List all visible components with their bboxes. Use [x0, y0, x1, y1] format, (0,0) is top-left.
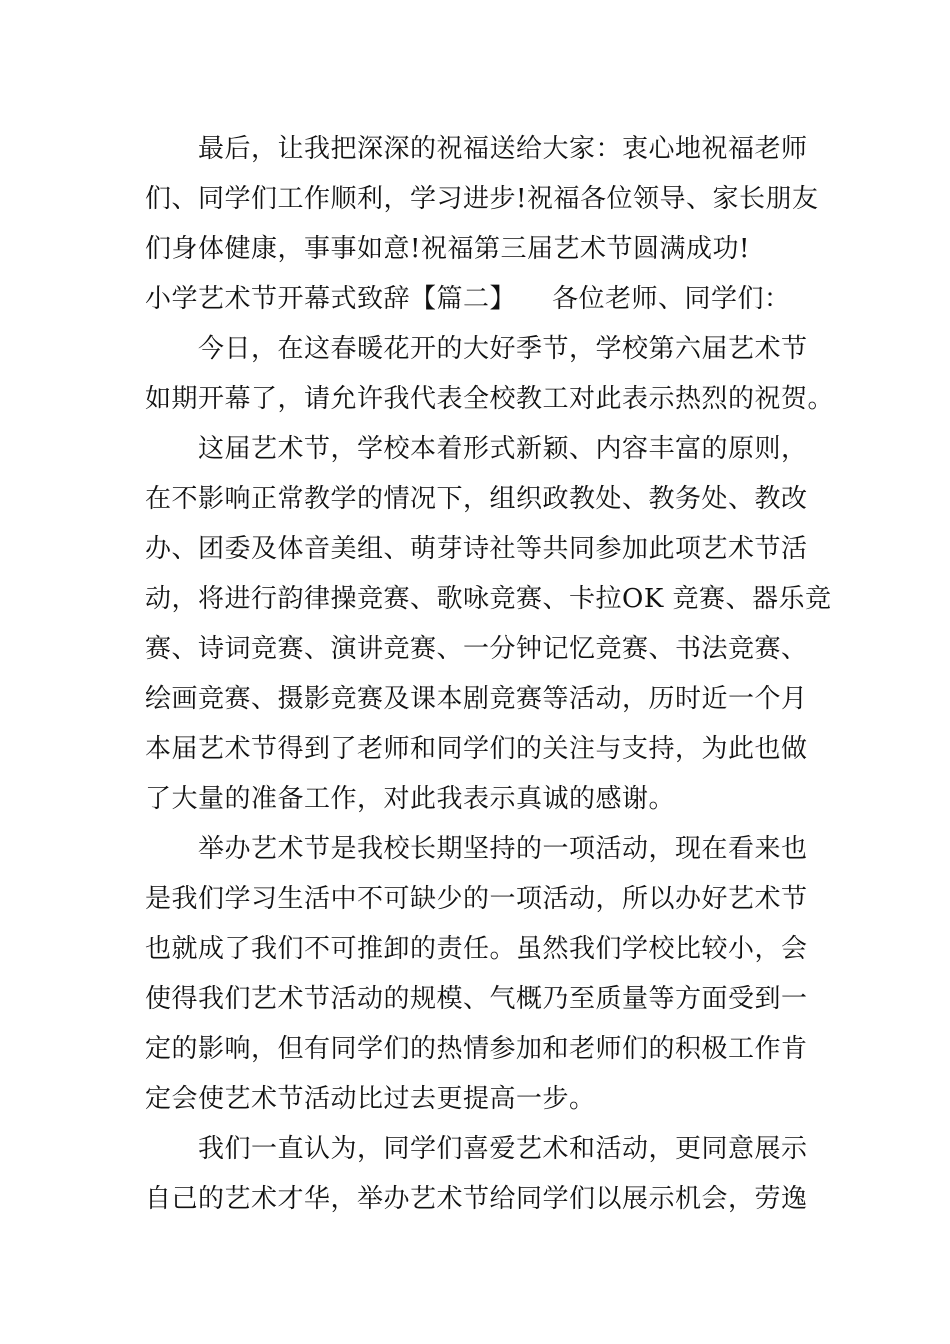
paragraph-line: 是我们学习生活中不可缺少的一项活动，所以办好艺术节 [145, 884, 808, 914]
salutation: 各位老师、同学们： [552, 284, 791, 314]
paragraph-line: 动，将进行韵律操竞赛、歌咏竞赛、卡拉OK 竞赛、器乐竞 [145, 584, 832, 614]
paragraph-line: 们、同学们工作顺利，学习进步!祝福各位领导、家长朋友 [145, 184, 819, 214]
paragraph-line: 最后，让我把深深的祝福送给大家：衷心地祝福老师 [198, 134, 808, 164]
paragraph-line: 绘画竞赛、摄影竞赛及课本剧竞赛等活动，历时近一个月 [145, 684, 808, 714]
paragraph-line: 也就成了我们不可推卸的责任。虽然我们学校比较小，会 [145, 934, 808, 964]
paragraph-line: 本届艺术节得到了老师和同学们的关注与支持，为此也做 [145, 734, 808, 764]
paragraph-line: 这届艺术节，学校本着形式新颖、内容丰富的原则， [198, 434, 808, 464]
paragraph-line: 办、团委及体音美组、萌芽诗社等共同参加此项艺术节活 [145, 534, 808, 564]
section-heading: 小学艺术节开幕式致辞【篇二】 [145, 284, 517, 314]
paragraph-line: 今日，在这春暖花开的大好季节，学校第六届艺术节 [198, 334, 808, 364]
paragraph-line: 定的影响，但有同学们的热情参加和老师们的积极工作肯 [145, 1034, 808, 1064]
paragraph-line: 使得我们艺术节活动的规模、气概乃至质量等方面受到一 [145, 984, 808, 1014]
paragraph-line: 定会使艺术节活动比过去更提高一步。 [145, 1084, 596, 1114]
paragraph-line: 举办艺术节是我校长期坚持的一项活动，现在看来也 [198, 834, 808, 864]
paragraph-line: 了大量的准备工作，对此我表示真诚的感谢。 [145, 784, 676, 814]
paragraph-line: 我们一直认为，同学们喜爱艺术和活动，更同意展示 [198, 1134, 808, 1164]
paragraph-line: 自己的艺术才华，举办艺术节给同学们以展示机会，劳逸 [145, 1184, 808, 1214]
paragraph-line: 们身体健康，事事如意!祝福第三届艺术节圆满成功! [145, 234, 750, 264]
paragraph-line: 在不影响正常教学的情况下，组织政教处、教务处、教改 [145, 484, 808, 514]
paragraph-line: 如期开幕了，请允许我代表全校教工对此表示热烈的祝贺。 [145, 384, 835, 414]
paragraph-line: 赛、诗词竞赛、演讲竞赛、一分钟记忆竞赛、书法竞赛、 [145, 634, 808, 664]
